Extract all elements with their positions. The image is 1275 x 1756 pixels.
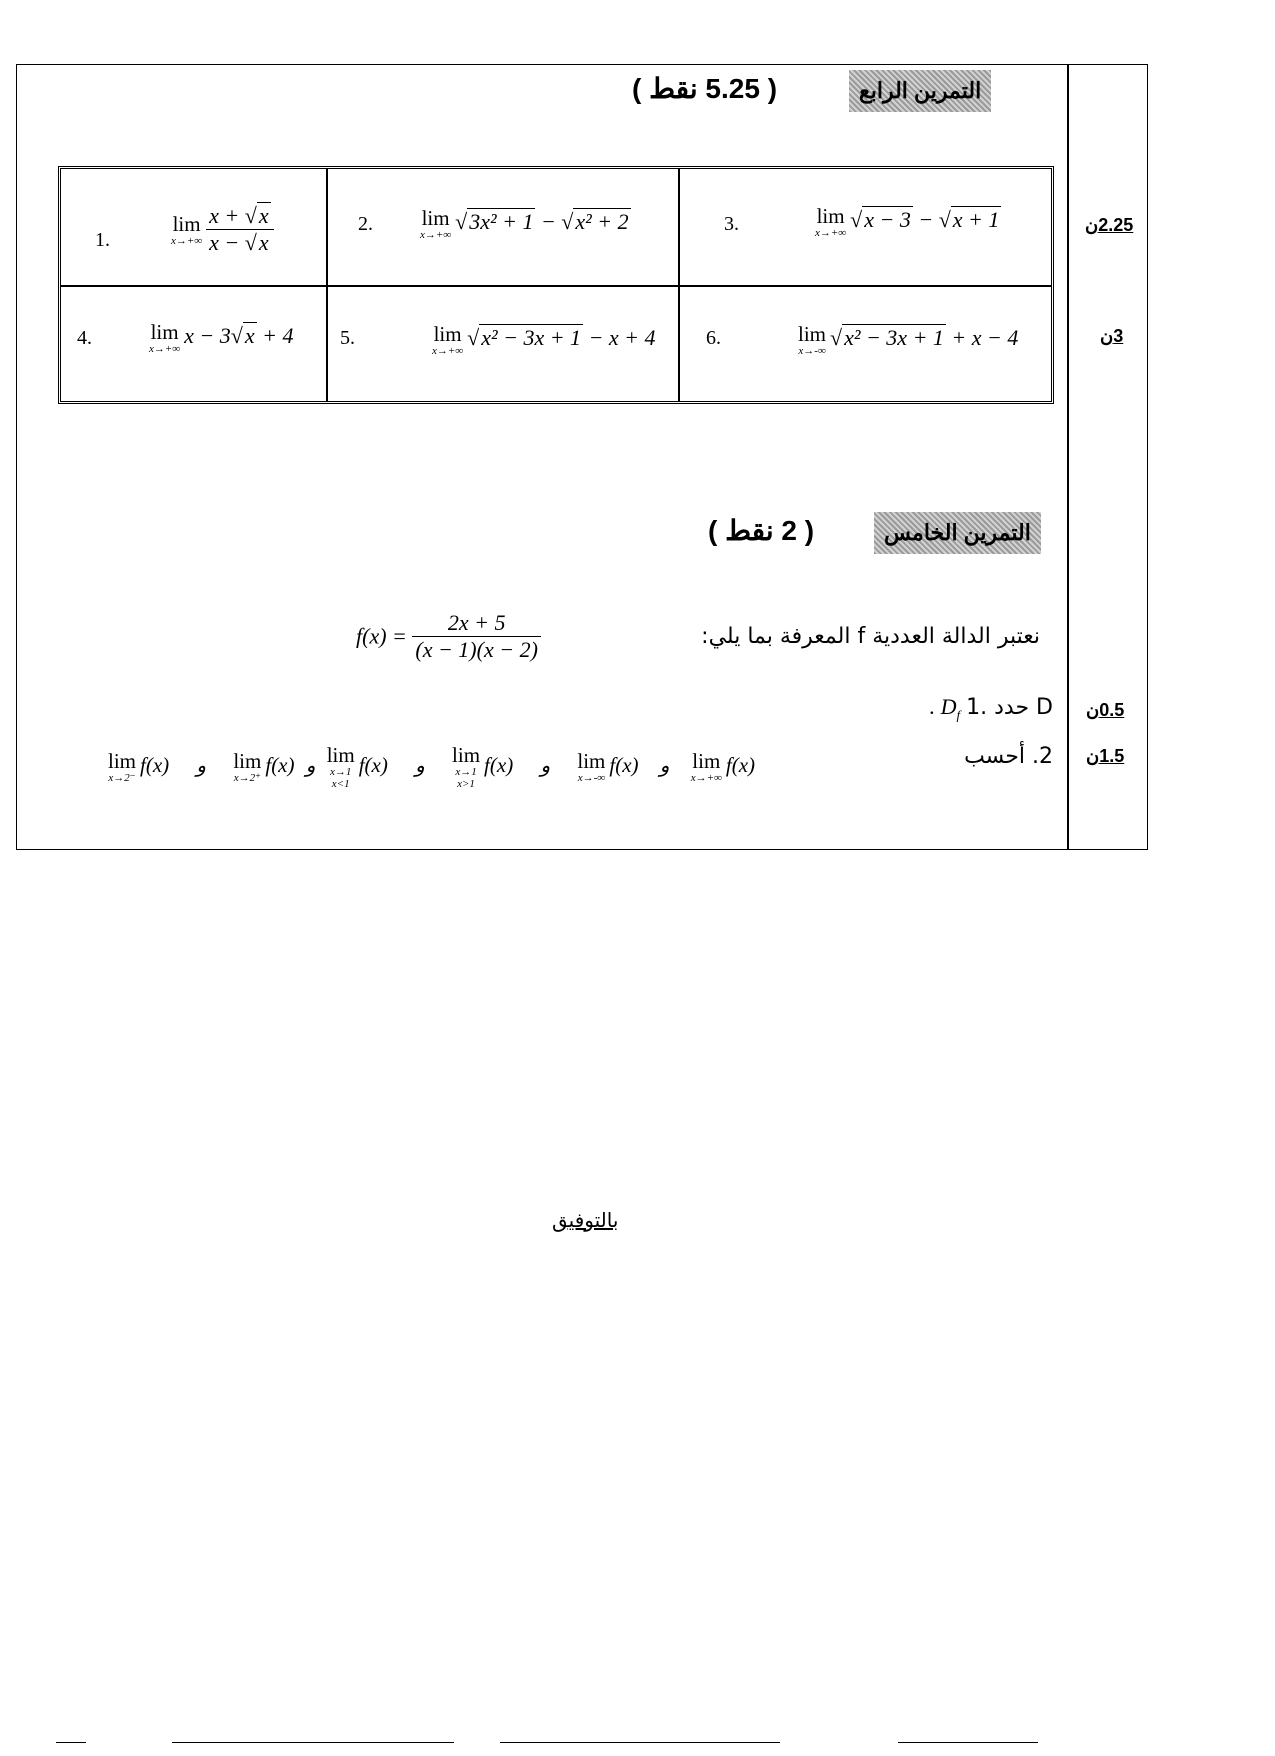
limit-number: 5.	[340, 327, 355, 349]
footer-rule	[56, 1742, 86, 1743]
limit-expression: lim x→+∞ √3x² + 1 − √x² + 2	[420, 206, 629, 241]
exercise4-points: ( 5.25 نقط )	[632, 73, 778, 104]
limit-number: 2.	[358, 213, 373, 235]
score-column-divider	[1067, 64, 1069, 850]
exercise4-score-row1: 2.25ن	[1085, 215, 1134, 235]
footer-rule	[898, 1742, 1038, 1743]
exercise5-intro: نعتبر الدالة العددية f المعرفة بما يلي:	[701, 624, 1040, 649]
question-2-score: 1.5ن	[1086, 746, 1125, 766]
limit-cell-5	[328, 287, 678, 401]
closing-text: بالتوفيق	[552, 1208, 619, 1232]
limit-expression: lim x→+∞ $\frac{x + √x}{x - √x}$	[171, 203, 274, 256]
limit-expression: lim x→-∞ √x² − 3x + 1 + x − 4	[798, 322, 1019, 357]
footer-rule	[172, 1742, 454, 1743]
exercise5-title: التمرين الخامس	[874, 512, 1041, 554]
limit-cell-1	[61, 169, 326, 285]
function-definition: f(x) = $\frac{2x + 5}{(x - 1)(x - 2)}$	[356, 610, 541, 663]
limit-number: 4.	[77, 327, 92, 349]
question-2-limits: lim x→2⁻ f(x) و lim x→2⁺ f(x) و lim x→1 x<1 f(x) و lim x→1 x>1 f(x) و lim x→-∞ f(x) و lim x→+∞ f(x)	[108, 743, 756, 790]
limit-cell-4	[61, 287, 326, 401]
function-denominator: (x − 1)(x − 2)	[415, 637, 538, 662]
limit-cell-6	[680, 287, 1051, 401]
limit-number: 1.	[95, 229, 110, 251]
limit-cell-2	[328, 169, 678, 285]
limit-cell-3	[680, 169, 1051, 285]
limit-expression: lim x→+∞ √x − 3 − √x + 1	[815, 204, 1000, 239]
limit-expression: lim x→+∞ x − 3√x + 4	[149, 320, 294, 355]
limit-number: 3.	[724, 213, 739, 235]
function-numerator: 2x + 5	[412, 610, 541, 637]
question-1: . $D_f$ 1. حدد D	[929, 694, 1053, 723]
limit-number: 6.	[706, 327, 721, 349]
exercise4-title: التمرين الرابع	[849, 70, 991, 112]
footer-rule	[500, 1742, 780, 1743]
limits-table	[58, 166, 1054, 404]
question-2-label: 2. أحسب	[964, 744, 1053, 769]
question-1-score: 0.5ن	[1086, 700, 1125, 720]
limit-expression: lim x→+∞ √x² − 3x + 1 − x + 4	[432, 322, 656, 357]
exercise4-score-row2: 3ن	[1100, 326, 1124, 346]
exercise5-points: ( 2 نقط )	[708, 515, 815, 546]
